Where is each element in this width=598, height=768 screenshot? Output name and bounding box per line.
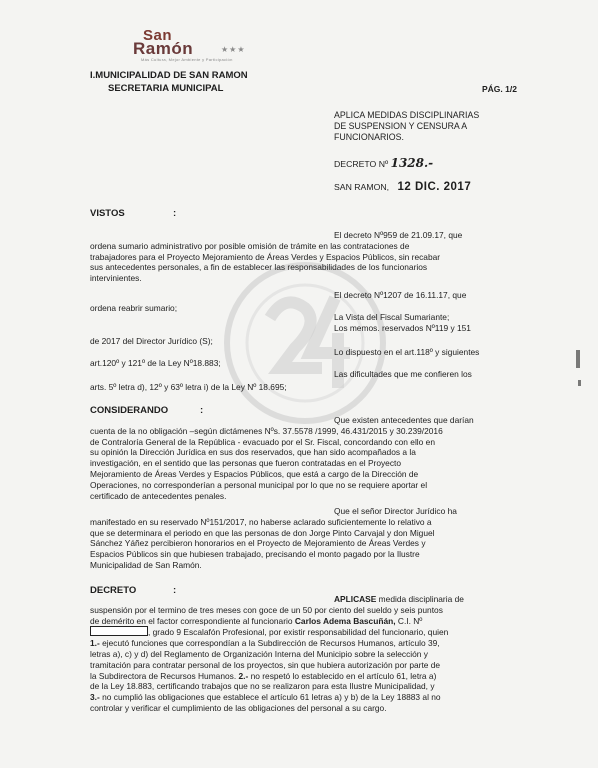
subject-line: APLICA MEDIDAS DISCIPLINARIAS xyxy=(334,110,480,120)
text-line xyxy=(90,671,464,682)
vistos-p6a: arts. 5º letra d), 12º y 63º letra i) de la Ley Nº 18.695; xyxy=(90,382,287,392)
text-line xyxy=(90,616,464,627)
vistos-p5a: art.120º y 121º de la Ley Nº18.883; xyxy=(90,358,221,368)
text-line: Espacios Públicos sin que hubiesen trabajado, precisando el monto pagado por la Ilustre xyxy=(90,549,420,560)
decree-date-stamp: 12 DIC. 2017 xyxy=(397,181,472,193)
text-line: de la Ley 18.883, certificando trabajos que no se realizaron para esta Ilustre Municipalidad, y xyxy=(90,681,435,692)
text-line: cuenta de la no obligación –según dictámenes Nºs. 37.5578 /1999, 46.431/2015 y 30.239/2016 xyxy=(90,425,443,436)
text-line: su opinión la Dirección Jurídica en sus dos reservados, que han sido acompañados a la xyxy=(90,447,416,458)
text-line xyxy=(90,638,464,649)
text-span: no cumplió las obligaciones que establece el artículo 61 letras a) y b) de la Ley 18883 al no xyxy=(99,692,441,703)
text-line: Que existen antecedentes que darían xyxy=(334,415,474,425)
text-span: la Subdirectora de Recursos Humanos. xyxy=(90,670,239,681)
text-line xyxy=(90,626,464,638)
text-span: no respetó lo establecido en el artículo 61, letra a) xyxy=(248,670,437,681)
decree-date-line xyxy=(334,181,471,193)
text-span: C.I. Nº xyxy=(395,615,423,626)
subject-line: DE SUSPENSION Y CENSURA A xyxy=(334,121,468,131)
vistos-p4a: Los memos. reservados Nº119 y 151 xyxy=(334,323,471,333)
san-ramon-logo xyxy=(133,27,263,63)
text-line: Operaciones, no corresponderían a personal municipal por lo que no se requiere aportar el xyxy=(90,479,428,490)
decree-number: 1328.- xyxy=(390,156,434,170)
vistos-p6b: Las dificultades que me confieren los xyxy=(334,369,472,379)
decree-place: SAN RAMON, xyxy=(334,182,390,192)
official-name: Carlos Adema Bascuñán, xyxy=(294,615,396,626)
vistos-p3: La Vista del Fiscal Sumariante; xyxy=(334,312,450,322)
text-span: medida disciplinaria de xyxy=(376,594,464,604)
logo-tagline: Más Cultura, Mejor Ambiente y Participación xyxy=(141,57,233,62)
institution-name: I.MUNICIPALIDAD DE SAN RAMON xyxy=(90,70,248,81)
text-line xyxy=(90,692,464,703)
subject-block xyxy=(334,110,479,143)
text-line: Municipalidad de San Ramón. xyxy=(90,559,202,570)
scan-mark xyxy=(578,380,581,386)
vistos-p4b: de 2017 del Director Jurídico (S); xyxy=(90,336,213,346)
text-span: , grado 9 Escalafón Profesional, por existir responsabilidad del funcionario, quien xyxy=(148,627,449,638)
decree-label: DECRETO Nº xyxy=(334,159,389,169)
decreto-heading: DECRETO xyxy=(90,585,137,596)
decreto-colon: : xyxy=(173,585,177,596)
vistos-p5b: Lo dispuesto en el art.118º y siguientes xyxy=(334,347,480,357)
text-line: trabajadores para el Proyecto Mejoramiento de Áreas Verdes y Espacios Públicos, sin recabar xyxy=(90,251,441,262)
vistos-paragraph-1 xyxy=(90,230,462,284)
considerando-heading: CONSIDERANDO xyxy=(90,405,169,416)
considerando-paragraph-1 xyxy=(90,415,474,501)
logo-line-1: San xyxy=(143,27,173,44)
vistos-p2b: ordena reabrir sumario; xyxy=(90,303,178,313)
text-line: letras a), c) y d) del Reglamento de Organización Interna del Municipio sobre la selección y xyxy=(90,648,428,659)
considerando-paragraph-2 xyxy=(90,506,457,571)
text-line: manifestado en su reservado Nº151/2017, no haberse aclarado suficientemente lo relativo a xyxy=(90,516,432,527)
page-number: PÁG. 1/2 xyxy=(482,84,517,94)
text-line: intervinientes. xyxy=(90,273,142,284)
text-line: investigación, en el sentido que las personas que fueron contratadas en el Proyecto xyxy=(90,458,402,469)
text-line: sus antecedentes personales, a fin de establecer las responsabilidades de los funcionarios xyxy=(90,262,428,273)
item-number: 2.- xyxy=(238,670,249,681)
text-line: El decreto Nº959 de 21.09.17, que xyxy=(334,230,463,240)
vistos-p2a: El decreto Nº1207 de 16.11.17, que xyxy=(334,290,467,300)
text-line: Que el señor Director Jurídico ha xyxy=(334,506,457,516)
decreto-paragraph xyxy=(90,594,464,714)
subject-line: FUNCIONARIOS. xyxy=(334,132,404,142)
text-line: certificado de antecedentes penales. xyxy=(90,490,227,501)
logo-line-2: Ramón xyxy=(133,39,194,58)
decree-number-line xyxy=(334,156,433,170)
aplicase-word: APLICASE xyxy=(334,594,377,604)
text-span: ejecutó funciones que correspondían a la Subdirección de Recursos Humanos, artículo 39, xyxy=(99,638,440,649)
item-number: 1.- xyxy=(90,638,100,649)
department-name: SECRETARIA MUNICIPAL xyxy=(108,83,224,94)
scan-mark xyxy=(576,350,580,368)
text-line: suspensión por el termino de tres meses con goce de un 50 por ciento del sueldo y seis puntos xyxy=(90,604,443,615)
text-line: Sánchez Yáñez percibieron honorarios en el Proyecto de Mejoramiento de Áreas Verdes y xyxy=(90,538,426,549)
text-line: controlar y verificar el cumplimiento de las obligaciones del personal a su cargo. xyxy=(90,702,387,713)
text-span: de demérito en el factor correspondiente al funcionario xyxy=(90,615,295,626)
vistos-colon: : xyxy=(173,208,177,219)
text-line xyxy=(90,594,464,605)
logo-stars: ★★★ xyxy=(221,45,246,54)
text-line: ordena sumario administrativo por posible omisión de trámite en las contrataciones de xyxy=(90,240,410,251)
redacted-id-box xyxy=(90,626,148,636)
vistos-heading: VISTOS xyxy=(90,208,125,219)
text-line: Mejoramiento de Áreas Verdes y Espacios Públicos, que está a cargo de la Dirección de xyxy=(90,468,419,479)
text-line: que se determinara el periodo en que las personas de don Jorge Pinto Carvajal y don Miguel xyxy=(90,527,435,538)
considerando-colon: : xyxy=(200,405,204,416)
text-line: tramitación para contratar personal de los proyectos, sin que hubiera autorización por parte de xyxy=(90,659,441,670)
text-line: de Contraloría General de la República - evacuado por el Sr. Fiscal, concordando con ello en xyxy=(90,436,435,447)
item-number: 3.- xyxy=(90,692,100,703)
